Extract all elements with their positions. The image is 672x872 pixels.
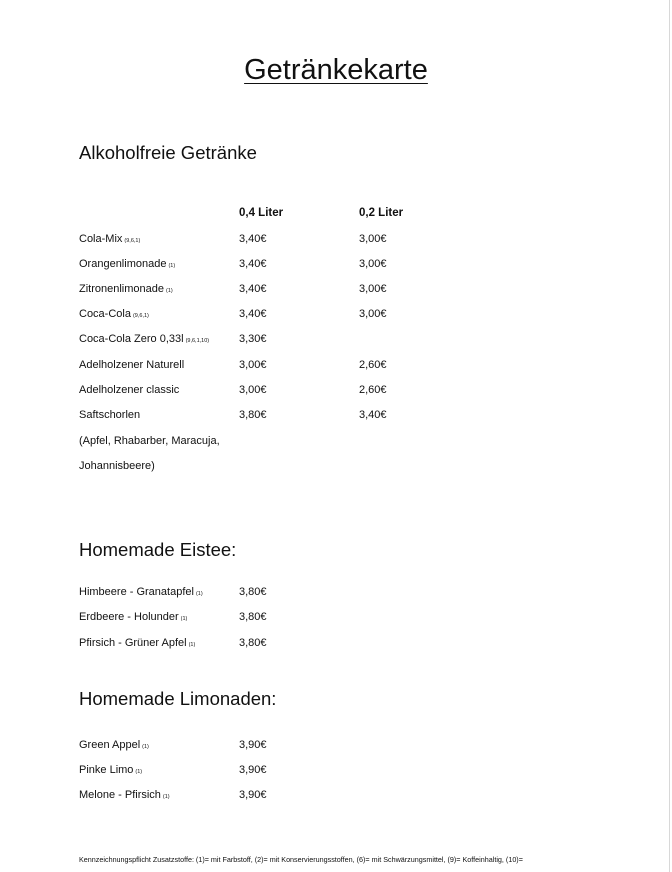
- price-04: 3,00€: [239, 359, 267, 371]
- section-heading-limonaden: Homemade Limonaden:: [79, 688, 277, 709]
- additive-codes: (9,6,1): [124, 238, 141, 244]
- drink-label: Adelholzener Naturell: [79, 359, 185, 371]
- price-02: 3,00€: [359, 233, 387, 245]
- drink-name: [79, 330, 209, 350]
- drink-label: Zitronenlimonade: [79, 283, 164, 295]
- drink-name: [79, 736, 149, 756]
- saftschorlen-note-line-1: [79, 432, 639, 450]
- drink-name: [79, 761, 142, 781]
- price-04: 3,40€: [239, 283, 267, 295]
- price: 3,80€: [239, 586, 267, 598]
- price: 3,90€: [239, 764, 267, 776]
- price: 3,80€: [239, 637, 267, 649]
- menu-row: [79, 356, 639, 374]
- additive-codes: (1): [166, 288, 173, 294]
- note-text: (Apfel, Rhabarber, Maracuja,: [79, 435, 220, 447]
- drink-name: [79, 786, 170, 806]
- menu-row: [79, 761, 639, 779]
- section-heading-alkoholfrei: Alkoholfreie Getränke: [79, 142, 257, 163]
- drink-label: Coca-Cola: [79, 308, 131, 320]
- drink-name: [79, 280, 173, 300]
- price: 3,90€: [239, 739, 267, 751]
- drink-label: Adelholzener classic: [79, 384, 180, 396]
- menu-row: [79, 255, 639, 273]
- price-02: 2,60€: [359, 359, 387, 371]
- page-title-text: Getränkekarte: [244, 54, 428, 86]
- drink-label: Pinke Limo: [79, 764, 134, 776]
- page-edge-divider: [669, 0, 670, 872]
- price-02: 3,00€: [359, 283, 387, 295]
- column-header-02-liter: 0,2 Liter: [359, 207, 404, 219]
- drink-name: [79, 406, 142, 426]
- price-04: 3,80€: [239, 409, 267, 421]
- drink-label: Green Appel: [79, 739, 141, 751]
- additive-codes: (1): [162, 794, 170, 800]
- menu-row: [79, 330, 639, 348]
- additives-footnote: Kennzeichnungspflicht Zusatzstoffe: (1)= mit Farbstoff, (2)= mit Konservierungsstoffen, (6)= mit Schwärzungsmittel, (9)= Koffeinhaltig, (10)=: [79, 855, 523, 864]
- additive-codes: (1): [188, 642, 196, 648]
- menu-row: [79, 280, 639, 298]
- price-04: 3,30€: [239, 333, 267, 345]
- additive-codes: (1): [180, 616, 188, 622]
- drink-label: Saftschorlen: [79, 409, 141, 421]
- note-text: Johannisbeere): [79, 460, 155, 472]
- menu-row: [79, 786, 639, 804]
- price-02: 3,40€: [359, 409, 387, 421]
- menu-row: [79, 406, 639, 424]
- menu-row: [79, 381, 639, 399]
- price: 3,80€: [239, 611, 267, 623]
- drink-label: Melone - Pfirsich: [79, 789, 161, 801]
- price-04: 3,40€: [239, 233, 267, 245]
- section-heading-eistee: Homemade Eistee:: [79, 539, 237, 560]
- drink-label: Erdbeere - Holunder: [79, 611, 179, 623]
- price-04: 3,40€: [239, 308, 267, 320]
- drink-name: [79, 356, 186, 376]
- drink-label: Orangenlimonade: [79, 258, 167, 270]
- price-02: 2,60€: [359, 384, 387, 396]
- drink-name: [79, 305, 149, 325]
- column-header-04-liter: 0,4 Liter: [239, 207, 284, 219]
- menu-row: [79, 230, 639, 248]
- price: 3,90€: [239, 789, 267, 801]
- drink-name: [79, 634, 195, 654]
- drink-name: [79, 230, 140, 250]
- additive-codes: (1): [135, 769, 143, 775]
- drink-name: [79, 381, 181, 401]
- drink-name: [79, 583, 203, 603]
- menu-row: [79, 608, 639, 626]
- menu-row: [79, 305, 639, 323]
- drink-label: Coca-Cola Zero 0,33l: [79, 333, 184, 345]
- price-02: 3,00€: [359, 258, 387, 270]
- menu-row: [79, 583, 639, 601]
- menu-row: [79, 634, 639, 652]
- page-title: [0, 50, 672, 90]
- drink-label: Himbeere - Granatapfel: [79, 586, 194, 598]
- additive-codes: (9,6,1): [132, 313, 149, 319]
- price-02: 3,00€: [359, 308, 387, 320]
- additive-codes: (1): [142, 744, 149, 750]
- drink-label: Pfirsich - Grüner Apfel: [79, 637, 187, 649]
- menu-row: [79, 736, 639, 754]
- additive-codes: (1): [168, 263, 176, 269]
- price-04: 3,40€: [239, 258, 267, 270]
- saftschorlen-note-line-2: [79, 457, 639, 475]
- additive-codes: (9,6,1,10): [185, 338, 210, 344]
- additive-codes: (1): [195, 591, 203, 597]
- drink-label: Cola-Mix: [79, 233, 123, 245]
- drink-name: [79, 255, 175, 275]
- drink-name: [79, 608, 187, 628]
- price-04: 3,00€: [239, 384, 267, 396]
